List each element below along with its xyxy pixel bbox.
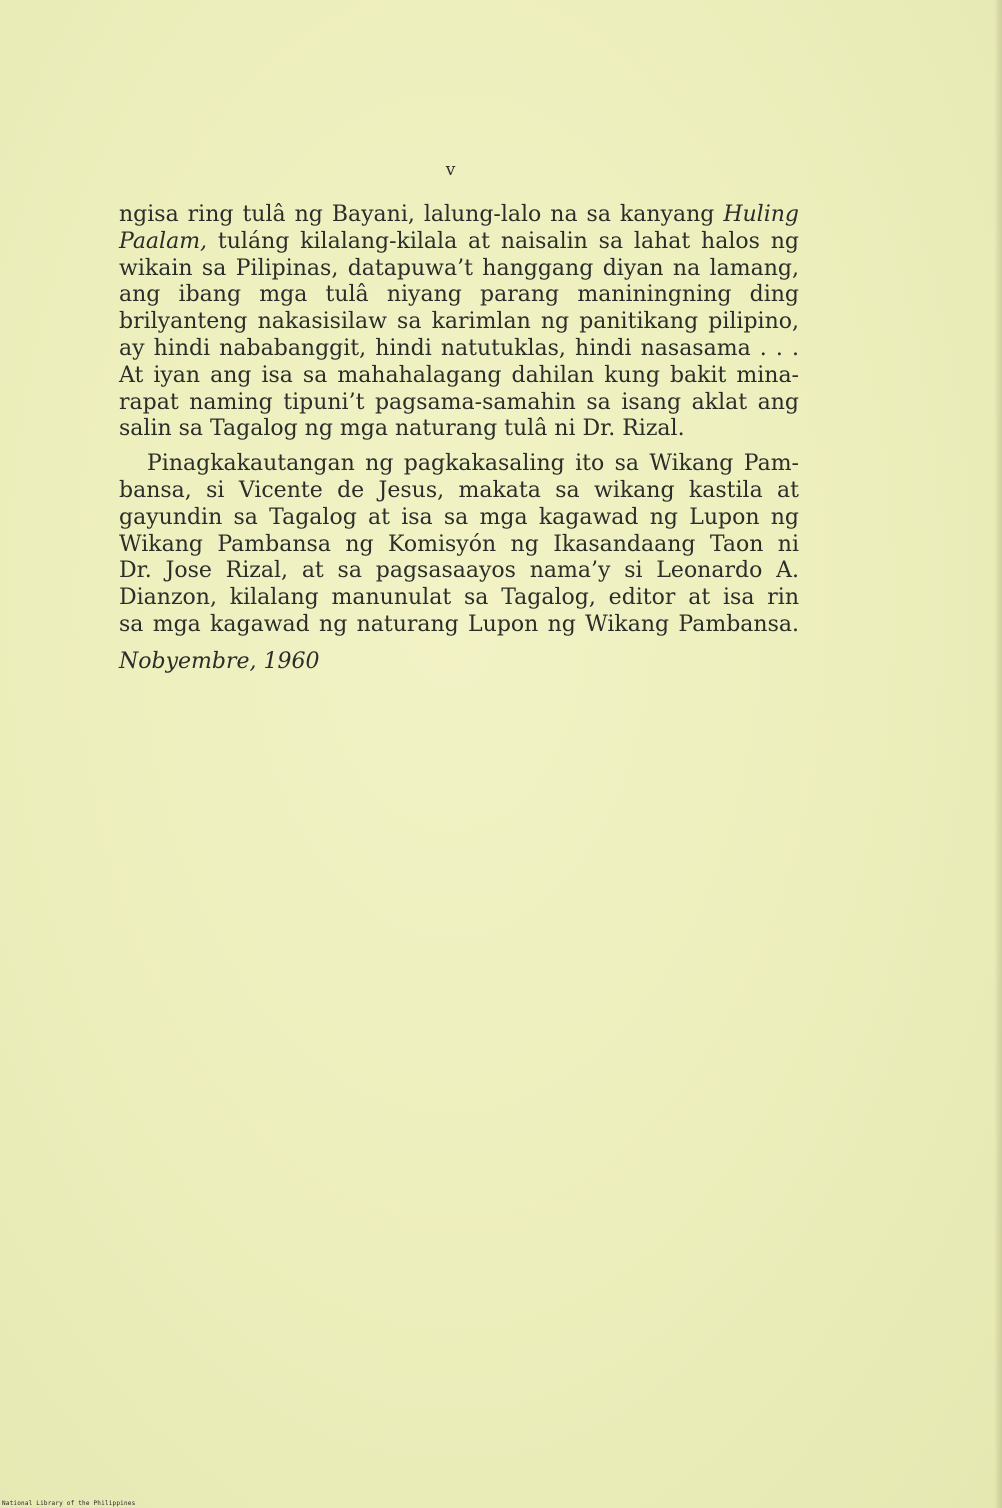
text-line: ang ibang mga tulâ niyang parang maniningning ding bbox=[119, 282, 799, 308]
paragraph-2 bbox=[119, 451, 799, 639]
paragraph-1 bbox=[119, 202, 799, 443]
text-line: ngisa ring tulâ ng Bayani, lalung-lalo na sa kanyang Huling bbox=[119, 202, 799, 227]
paragraph-spacer bbox=[119, 443, 799, 451]
text-line: rapat naming tipuni’t pagsama-samahin sa isang aklat ang bbox=[119, 389, 799, 415]
page-edge-shadow bbox=[994, 0, 1002, 1508]
main-text bbox=[119, 202, 799, 676]
text-line: gayundin sa Tagalog at isa sa mga kagawad ng Lupon ng bbox=[119, 504, 799, 530]
text-line: Paalam, tuláng kilalang-kilala at naisalin sa lahat halos ng bbox=[119, 228, 799, 254]
text-line: brilyanteng nakasisilaw sa karimlan ng panitikang pilipino, bbox=[119, 309, 799, 335]
italic-title: Huling bbox=[723, 202, 799, 227]
text-line: ay hindi nababanggit, hindi natutuklas, hindi nasasama . . . bbox=[119, 335, 799, 361]
library-credit: National Library of the Philippines bbox=[2, 1500, 136, 1507]
text-line: wikain sa Pilipinas, datapuwa’t hanggang diyan na lamang, bbox=[119, 255, 799, 281]
text-line: Wikang Pambansa ng Komisyón ng Ikasandaang Taon ni bbox=[119, 531, 799, 557]
text-line: bansa, si Vicente de Jesus, makata sa wikang kastila at bbox=[119, 477, 799, 503]
text-line: salin sa Tagalog ng mga naturang tulâ ni Dr. Rizal. bbox=[119, 416, 685, 442]
text-line: Pinagkakautangan ng pagkakasaling ito sa Wikang Pam- bbox=[147, 451, 799, 477]
page-number: v bbox=[445, 160, 457, 180]
italic-title: Paalam, bbox=[119, 228, 208, 254]
text-line: At iyan ang isa sa mahahalagang dahilan kung bakit mina- bbox=[119, 362, 799, 388]
signoff-date: Nobyembre, 1960 bbox=[119, 648, 320, 674]
text-line: sa mga kagawad ng naturang Lupon ng Wikang Pambansa. bbox=[119, 611, 799, 637]
text-line: Dianzon, kilalang manunulat sa Tagalog, editor at isa rin bbox=[119, 585, 799, 611]
text-line: Dr. Jose Rizal, at sa pagsasaayos nama’y si Leonardo A. bbox=[119, 558, 799, 584]
